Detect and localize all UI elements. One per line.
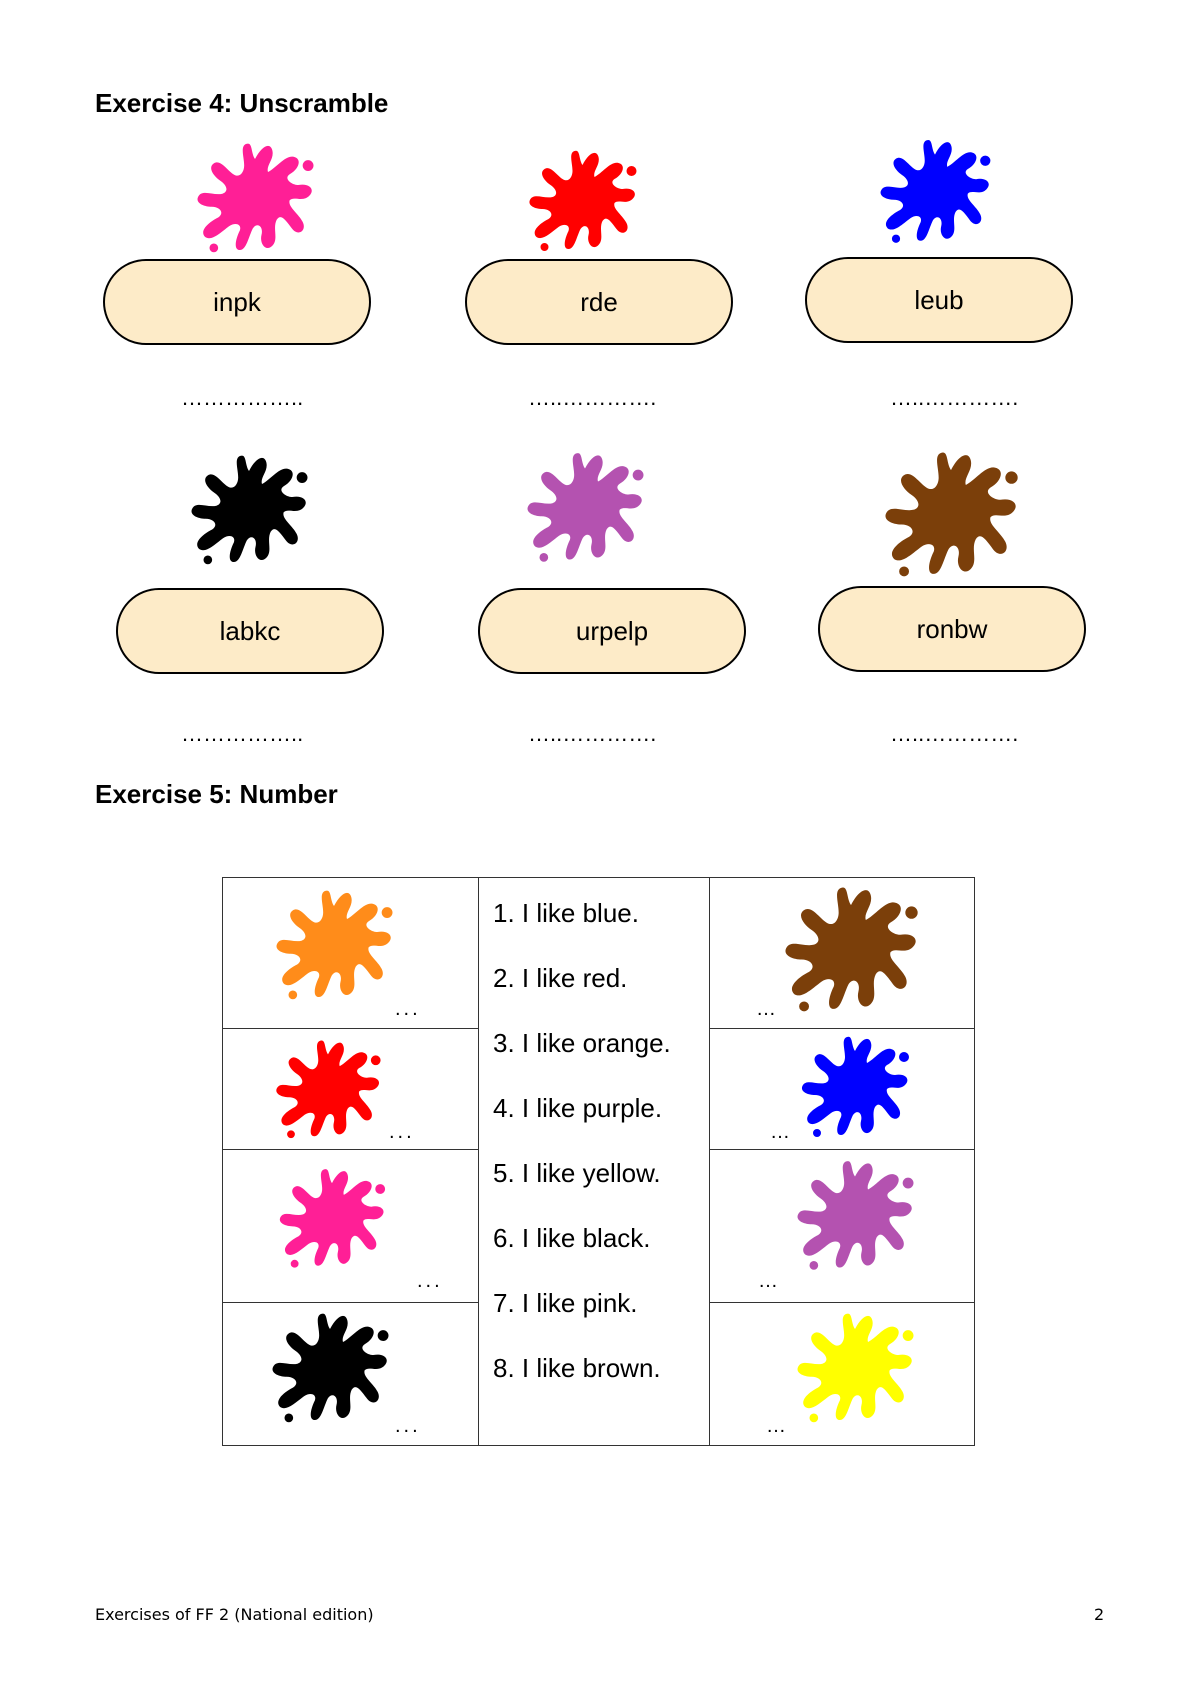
paint-splat-black-icon	[184, 447, 314, 572]
answer-blank[interactable]: …..………….	[890, 721, 1019, 746]
paint-splat-purple-icon	[520, 442, 650, 572]
paint-splat-yellow-icon	[790, 1305, 920, 1430]
exercise-5-heading: Exercise 5: Number	[95, 779, 338, 809]
splat-cell	[710, 1303, 975, 1446]
number-blank[interactable]: ...	[395, 998, 421, 1020]
sentence-item: 8. I like brown.	[493, 1353, 661, 1383]
footer-title: Exercises of FF 2 (National edition)	[95, 1605, 374, 1624]
sentence-item: 6. I like black.	[493, 1223, 651, 1253]
number-blank[interactable]: …	[766, 1415, 789, 1437]
scrambled-word: inpk	[213, 286, 261, 317]
paint-splat-pink-icon	[273, 1158, 391, 1278]
scrambled-word-box	[478, 588, 746, 674]
sentence-list	[479, 900, 709, 1420]
paint-splat-red-icon	[520, 143, 645, 258]
answer-blank[interactable]: …..………….	[890, 385, 1019, 410]
paint-splat-orange-icon	[269, 882, 399, 1007]
paint-splat-brown-icon	[776, 878, 926, 1020]
number-blank[interactable]: …	[758, 1270, 781, 1292]
splat-cell	[710, 1150, 975, 1303]
paint-splat-blue-icon	[794, 1029, 916, 1144]
answer-blank[interactable]: …..………….	[528, 721, 657, 746]
exercise-4-heading: Exercise 4: Unscramble	[95, 88, 389, 118]
number-blank[interactable]: ...	[389, 1121, 415, 1143]
sentence-item: 5. I like yellow.	[493, 1158, 661, 1188]
number-blank[interactable]: …	[770, 1121, 793, 1143]
number-blank[interactable]: ...	[417, 1270, 443, 1292]
page-number: 2	[1094, 1605, 1105, 1624]
splat-cell	[223, 1029, 479, 1150]
paint-splat-purple-icon	[790, 1150, 920, 1280]
number-table	[222, 877, 975, 1446]
scrambled-word: urpelp	[575, 615, 649, 646]
sentence-item: 4. I like purple.	[493, 1093, 663, 1123]
scrambled-word-box	[818, 586, 1086, 672]
splat-cell	[710, 1029, 975, 1150]
scrambled-word-box	[465, 259, 733, 345]
paint-splat-pink-icon	[190, 135, 320, 260]
splat-cell	[223, 1303, 479, 1446]
answer-blank[interactable]: ……………..	[181, 385, 304, 410]
scrambled-word: rde	[580, 286, 618, 317]
scrambled-word: leub	[914, 284, 964, 315]
scrambled-word-box	[116, 588, 384, 674]
paint-splat-blue-icon	[870, 132, 1000, 250]
scrambled-word: labkc	[219, 615, 281, 646]
splat-cell	[223, 1150, 479, 1303]
paint-splat-brown-icon	[876, 443, 1026, 585]
answer-blank[interactable]: …..………….	[528, 385, 657, 410]
paint-splat-black-icon	[265, 1305, 395, 1430]
scrambled-word-box	[805, 257, 1073, 343]
sentences-cell	[479, 878, 710, 1446]
splat-cell	[710, 878, 975, 1029]
sentence-item: 2. I like red.	[493, 963, 628, 993]
paint-splat-red-icon	[269, 1033, 387, 1145]
sentence-item: 3. I like orange.	[493, 1028, 671, 1058]
sentence-item: 7. I like pink.	[493, 1288, 638, 1318]
number-blank[interactable]: ...	[395, 1415, 421, 1437]
scrambled-word-box	[103, 259, 371, 345]
sentence-item: 1. I like blue.	[493, 898, 639, 928]
answer-blank[interactable]: ……………..	[181, 721, 304, 746]
number-blank[interactable]: …	[756, 998, 779, 1020]
splat-cell	[223, 878, 479, 1029]
scrambled-word: ronbw	[916, 613, 988, 644]
